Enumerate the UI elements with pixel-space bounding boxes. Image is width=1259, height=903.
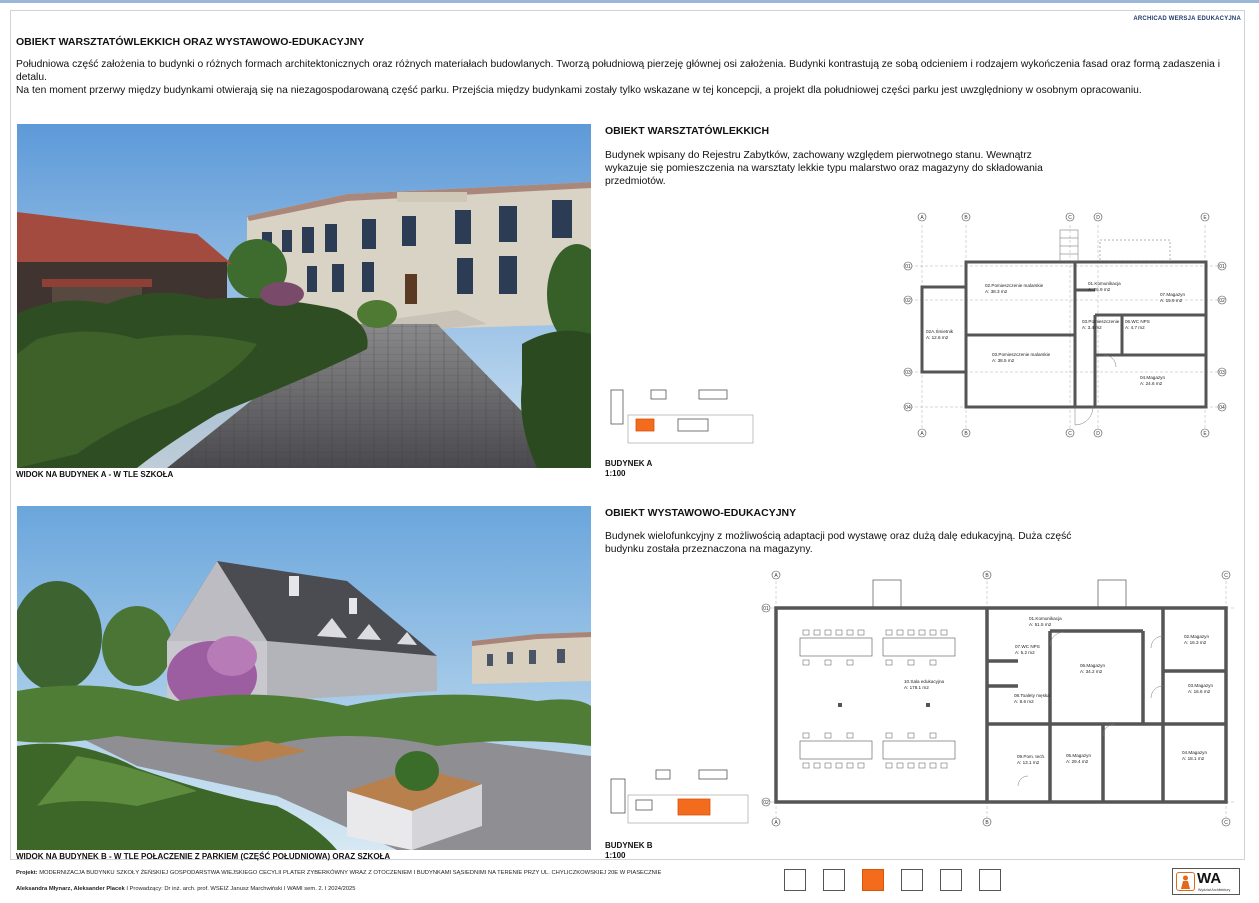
render-a-illustration [17, 124, 591, 468]
axis-c-bottom: C [1068, 431, 1072, 437]
plan-b-scale: 1:100 [605, 851, 626, 860]
room-b-8-area: A: 13.1 m2 [1017, 760, 1040, 765]
axis-b-c-bottom: C [1224, 820, 1228, 826]
logo-subtitle: Wydział Architektury [1198, 888, 1231, 892]
axis-a-bottom: A [920, 431, 924, 437]
render-building-a [17, 124, 591, 468]
axis-d-top: D [1096, 215, 1100, 221]
axis-b-bottom: B [964, 431, 968, 437]
room-a-4-name: 03.Pomieszczenie [1082, 319, 1120, 324]
logo-text: WA [1197, 870, 1222, 887]
room-b-3-name: 07.WC NPS [1015, 644, 1040, 649]
room-a-5-area: A: 4.7 m2 [1125, 325, 1145, 330]
room-a-8-name: 04.Magazyn [1140, 375, 1166, 380]
axis-b-a-top: A [774, 573, 778, 579]
row-03-left: 03 [905, 370, 911, 376]
row-02-left: 02 [905, 298, 911, 304]
room-a-7-area: A: 38.5 m2 [992, 358, 1015, 363]
row-b-02: 02 [763, 800, 769, 806]
key-plan-b [606, 765, 756, 827]
plan-b-label [605, 841, 653, 861]
room-b-4-area: A: 34.2 m2 [1080, 669, 1103, 674]
room-b-8-name: 09.Pom. tech. [1017, 754, 1046, 759]
room-a-3-area: A: 15.9 m2 [1160, 298, 1183, 303]
page-square-3-active[interactable] [862, 869, 884, 891]
footer-project [16, 870, 716, 876]
footer-details: I Prowadzący: Dr inż. arch. prof. WSEIZ Janusz Marchwiński I WAMI sem. 2. I 2024/2025 [126, 886, 356, 892]
row-b-01: 01 [763, 606, 769, 612]
room-b-5-area: A: 16.6 m2 [1188, 689, 1211, 694]
row-04-right: 04 [1219, 405, 1225, 411]
page-title: OBIEKT WARSZTATÓWLEKKICH ORAZ WYSTAWOWO-EDUKACYJNY [16, 36, 365, 48]
room-b-1-name: 01.Komunikacja [1029, 616, 1062, 621]
floor-plan-a [895, 205, 1240, 445]
room-b-5-name: 03.Magazyn [1188, 683, 1214, 688]
room-a-6-name: 02A.Śmietnik [926, 329, 954, 334]
room-b-7-area: A: 8.6 m2 [1014, 699, 1034, 704]
axis-e-top: E [1203, 215, 1207, 221]
footer-project-label: Projekt: [16, 870, 38, 876]
room-b-6-area: A: 178.1 m2 [904, 685, 929, 690]
intro-paragraph-2: Na ten moment przerwy między budynkami otwierają się na niezagospodarowaną część parku. Przejścia między budynkami zostały tylko wskazane w tej koncepcji, a projekt dla południowej części parku jest uwzględniony w osobnym opracowaniu. [16, 85, 1142, 96]
room-b-3-area: A: 5.2 m2 [1015, 650, 1035, 655]
intro-text [16, 58, 1244, 97]
section-a-description: Budynek wpisany do Rejestru Zabytków, zachowany względem pierwotnego stanu. Wewnątrz wykazuje się pomieszczenia na warsztaty lekkie typu malarstwo oraz magazyny do składowania przedmiotów. [605, 150, 1043, 187]
room-b-4-name: 06.Magazyn [1080, 663, 1106, 668]
room-b-1-area: A: 51.5 m2 [1029, 622, 1052, 627]
room-a-6-area: A: 12.6 m2 [926, 335, 949, 340]
room-b-9-area: A: 29.4 m2 [1066, 759, 1089, 764]
section-b-description: Budynek wielofunkcyjny z możliwością adaptacji pod wystawę oraz dużą dalę edukacyjną. Duża część budynku została przeznaczona na magazyny. [605, 531, 1072, 555]
axis-b-b-top: B [985, 573, 989, 579]
row-03-right: 03 [1219, 370, 1225, 376]
plan-a-label [605, 459, 652, 479]
axis-a-top: A [920, 215, 924, 221]
plan-a-scale: 1:100 [605, 469, 626, 478]
room-a-7-name: 03.Pomieszczenie malarskie [992, 352, 1051, 357]
axis-c-top: C [1068, 215, 1072, 221]
row-01-right: 01 [1219, 264, 1225, 270]
intro-paragraph-1: Południowa część założenia to budynki o różnych formach architektonicznych oraz różnych materiałach budowlanych. Tworzą południową pierzeję głównej osi założenia. Budynki kontrastują ze sobą odcieniem i rodzajem wykończenia fasad oraz formą zadaszenia i detalu. [16, 59, 1221, 83]
axis-e-bottom: E [1203, 431, 1207, 437]
room-b-9-name: 05.Magazyn [1066, 753, 1092, 758]
room-b-2-name: 02.Magazyn [1184, 634, 1210, 639]
room-a-4-area: A: 3.4 m2 [1082, 325, 1102, 330]
room-b-10-name: 04.Magazyn [1182, 750, 1208, 755]
axis-b-c-top: C [1224, 573, 1228, 579]
page-square-1[interactable] [784, 869, 806, 891]
axis-b-top: B [964, 215, 968, 221]
row-01-left: 01 [905, 264, 911, 270]
plan-b-name: BUDYNEK B [605, 841, 653, 850]
page-square-2[interactable] [823, 869, 845, 891]
key-plan-a [606, 385, 756, 447]
row-04-left: 04 [905, 405, 911, 411]
floor-plan-b [758, 566, 1240, 830]
room-b-7-name: 08.Toalety męska [1014, 693, 1050, 698]
render-b-illustration [17, 506, 591, 850]
room-b-2-area: A: 16.3 m2 [1184, 640, 1207, 645]
room-a-1-name: 02.Pomieszczenie malarskie [985, 283, 1044, 288]
page-square-6[interactable] [979, 869, 1001, 891]
top-accent-line [0, 0, 1259, 3]
room-a-5-name: 06.WC NPS [1125, 319, 1150, 324]
page-square-4[interactable] [901, 869, 923, 891]
caption-building-a: WIDOK NA BUDYNEK A - W TLE SZKOŁA [16, 470, 174, 479]
section-b-title: OBIEKT WYSTAWOWO-EDUKACYJNY [605, 507, 797, 519]
footer-authors: Aleksandra Młynarz, Aleksander Placek [16, 886, 125, 892]
room-a-1-area: A: 38.3 m2 [985, 289, 1008, 294]
caption-building-b: WIDOK NA BUDYNEK B - W TLE POŁACZENIE Z PARKIEM (CZĘŚĆ POŁUDNIOWA) ORAZ SZKOŁA [16, 852, 391, 861]
room-b-6-name: 10.Sala edukacyjna [904, 679, 945, 684]
render-building-b [17, 506, 591, 850]
axis-d-bottom: D [1096, 431, 1100, 437]
room-a-2-name: 01.Komunikacja [1088, 281, 1121, 286]
row-02-right: 02 [1219, 298, 1225, 304]
axis-b-a-bottom: A [774, 820, 778, 826]
plan-a-name: BUDYNEK A [605, 459, 653, 468]
faculty-emblem-icon [1176, 872, 1195, 891]
footer-credits [16, 886, 716, 892]
section-a-title: OBIEKT WARSZTATÓWLEKKICH [605, 125, 770, 137]
edu-version-badge: ARCHICAD WERSJA EDUKACYJNA [1133, 16, 1241, 22]
faculty-logo [1172, 868, 1240, 895]
room-a-8-area: A: 24.6 m2 [1140, 381, 1163, 386]
footer-project-text: MODERNIZACJA BUDYNKU SZKOŁY ŻEŃSKIEJ GOSPODARSTWA WIEJSKIEGO CECYLII PLATER ZYBERKÓWNY WRAZ Z OTOCZENIEM I BUDYNKAMI SĄSIEDNIMI NA TERENIE PRZY UL. CHYLICZKOWSKIEJ 20E W PIASECZNIE [39, 870, 662, 876]
axis-b-b-bottom: B [985, 820, 989, 826]
page-square-5[interactable] [940, 869, 962, 891]
room-b-10-area: A: 18.1 m2 [1182, 756, 1205, 761]
room-a-3-name: 07.Magazyn [1160, 292, 1186, 297]
room-a-2-area: A: 26.9 m2 [1088, 287, 1111, 292]
